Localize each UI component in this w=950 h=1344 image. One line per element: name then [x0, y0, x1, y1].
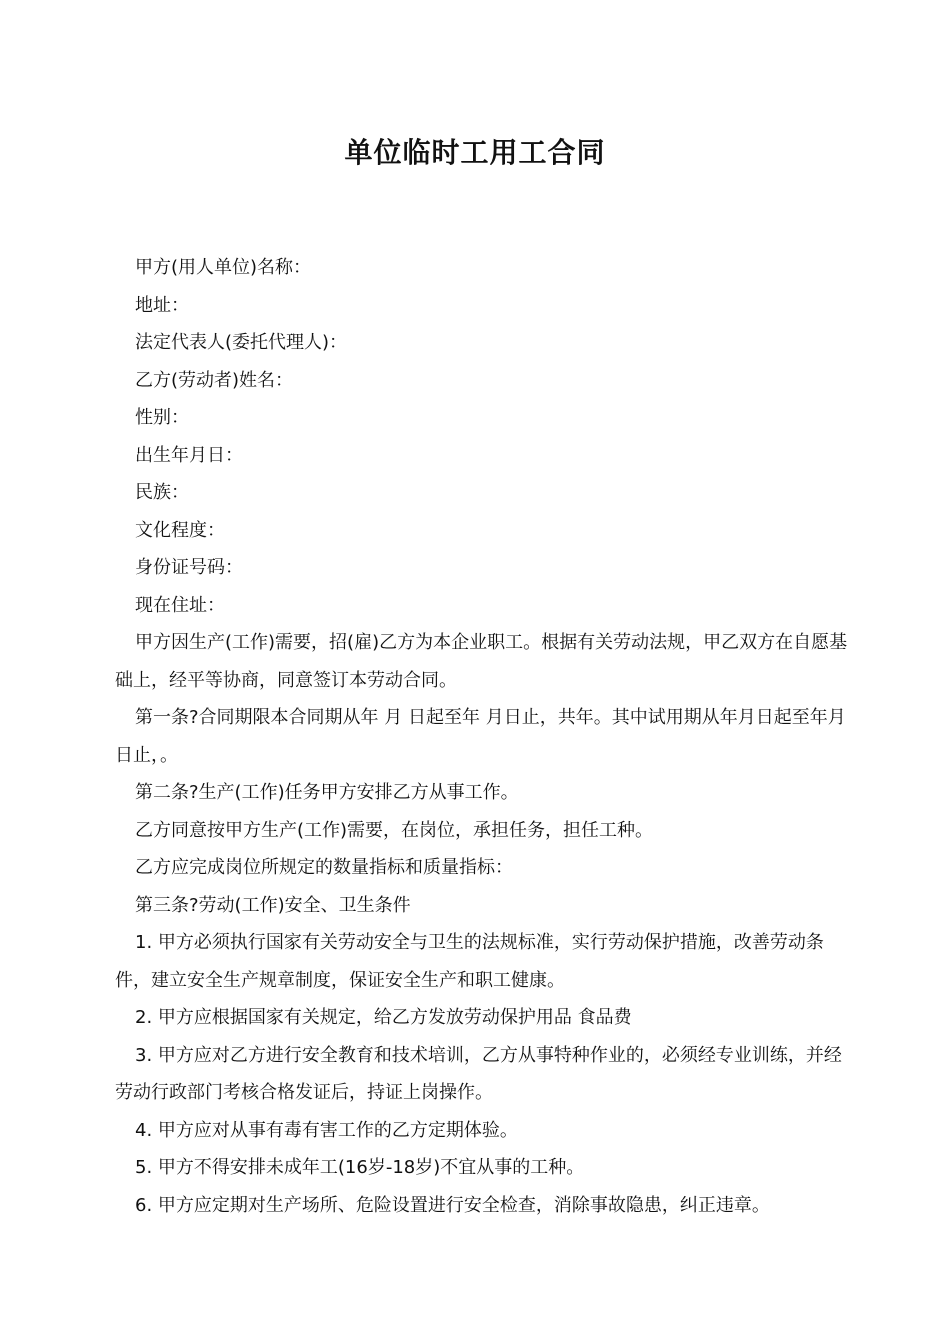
safety-clause-4: 4. 甲方应对从事有毒有害工作的乙方定期体验。	[135, 1119, 518, 1141]
article-3-heading: 第三条?劳动(工作)安全、卫生条件	[135, 894, 411, 916]
id-number-field: 身份证号码：	[135, 557, 243, 578]
safety-clause-1: 1. 甲方必须执行国家有关劳动安全与卫生的法规标准，实行劳动保护措施，改善劳动条件，建立安全生产规章制度，保证安全生产和职工健康。	[115, 932, 824, 991]
ethnicity-field: 民族：	[135, 482, 189, 503]
article-2-paragraph: 乙方同意按甲方生产(工作)需要，在岗位，承担任务，担任工种。	[135, 819, 654, 841]
article-2-quota-paragraph: 乙方应完成岗位所规定的数量指标和质量指标：	[135, 857, 513, 878]
intro-paragraph: 甲方因生产(工作)需要，招(雇)乙方为本企业职工。根据有关劳动法规，甲乙双方在自愿基础上，经平等协商，同意签订本劳动合同。	[115, 632, 848, 691]
safety-clause-2: 2. 甲方应根据国家有关规定，给乙方发放劳动保护用品 食品费	[135, 1007, 632, 1028]
article-1-paragraph: 第一条?合同期限本合同期从年 月 日起至年 月日止，共年。其中试用期从年月日起至年月日止，。	[115, 707, 846, 766]
party-b-name-field: 乙方(劳动者)姓名：	[135, 369, 294, 391]
birth-date-field: 出生年月日：	[135, 444, 243, 466]
safety-clause-6: 6. 甲方应定期对生产场所、危险设置进行安全检查，消除事故隐患，纠正违章。	[135, 1194, 770, 1216]
gender-field: 性别：	[135, 407, 189, 428]
current-address-field: 现在住址：	[135, 594, 225, 616]
document-body	[115, 249, 850, 1224]
party-a-name-field: 甲方(用人单位)名称：	[135, 257, 312, 278]
document-title: 单位临时工用工合同	[344, 136, 606, 169]
safety-clause-3: 3. 甲方应对乙方进行安全教育和技术培训，乙方从事特种作业的，必须经专业训练，并经劳动行政部门考核合格发证后，持证上岗操作。	[115, 1044, 842, 1103]
address-field: 地址：	[135, 294, 189, 316]
education-level-field: 文化程度：	[135, 519, 225, 541]
article-2-heading: 第二条?生产(工作)任务甲方安排乙方从事工作。	[135, 782, 519, 803]
safety-clause-5: 5. 甲方不得安排未成年工(16岁-18岁)不宜从事的工种。	[135, 1157, 585, 1178]
legal-representative-field: 法定代表人(委托代理人)：	[135, 332, 348, 353]
